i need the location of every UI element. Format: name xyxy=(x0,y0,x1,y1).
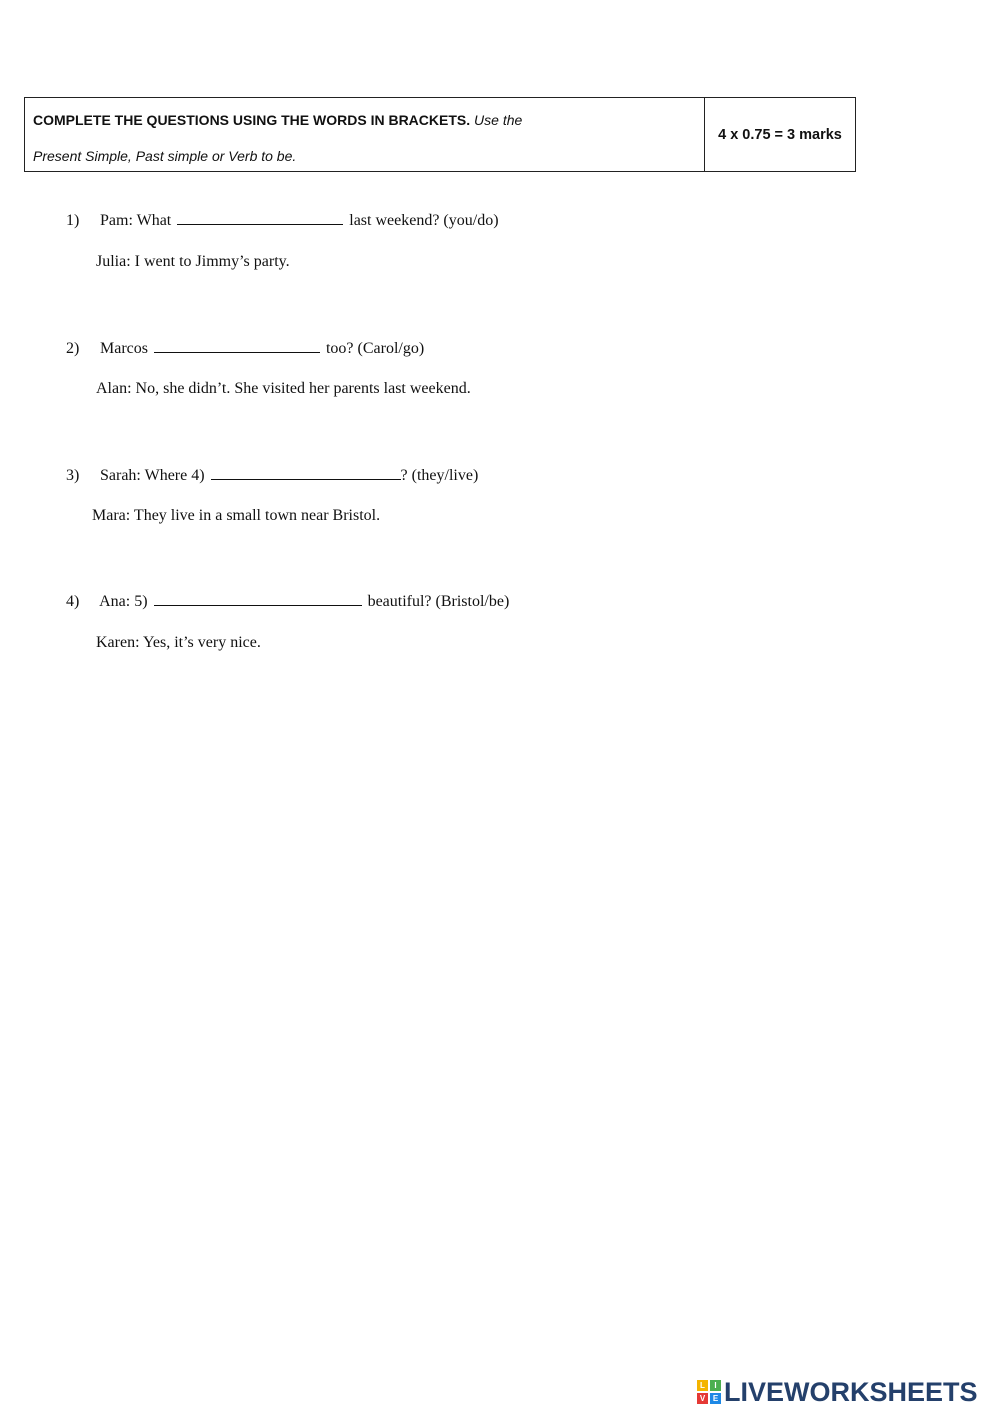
answer-line-1: Julia: I went to Jimmy’s party. xyxy=(96,253,290,270)
question-text-after: too? (Carol/go) xyxy=(325,340,425,357)
question-number: 3) xyxy=(66,467,80,484)
logo-mark-cell: V xyxy=(697,1393,708,1404)
question-text-after: last weekend? (you/do) xyxy=(349,212,499,229)
question-text-before: Marcos xyxy=(100,340,148,357)
question-text-before: Sarah: Where 4) xyxy=(100,467,205,484)
question-text-after: beautiful? (Bristol/be) xyxy=(367,593,510,610)
question-text-after: ? (they/live) xyxy=(400,467,479,484)
answer-blank-3[interactable] xyxy=(211,465,401,480)
logo-mark-cell: E xyxy=(710,1393,721,1404)
instruction-table xyxy=(24,97,856,172)
question-1 xyxy=(66,210,499,230)
question-4 xyxy=(66,591,509,611)
answer-line-4: Karen: Yes, it’s very nice. xyxy=(96,634,261,651)
question-number: 4) xyxy=(66,593,80,610)
answer-blank-1[interactable] xyxy=(177,210,343,225)
question-number: 1) xyxy=(66,212,80,229)
answer-line-3: Mara: They live in a small town near Bristol. xyxy=(92,507,381,524)
logo-mark-cell: I xyxy=(710,1380,721,1391)
logo-mark-icon xyxy=(697,1380,721,1404)
instruction-bold: COMPLETE THE QUESTIONS USING THE WORDS IN BRACKETS. xyxy=(33,112,471,128)
question-text-before: Ana: 5) xyxy=(99,593,148,610)
instruction-line-1 xyxy=(33,102,696,138)
question-3 xyxy=(66,465,478,485)
instruction-italic-2: Present Simple, Past simple or Verb to be. xyxy=(33,148,297,164)
question-number: 2) xyxy=(66,340,80,357)
logo-mark-cell: L xyxy=(697,1380,708,1391)
instruction-line-2 xyxy=(33,138,696,174)
liveworksheets-logo xyxy=(697,1378,978,1406)
instruction-italic-1: Use the xyxy=(474,112,523,128)
question-text-before: Pam: What xyxy=(100,212,172,229)
logo-text: LIVEWORKSHEETS xyxy=(724,1376,978,1407)
answer-blank-4[interactable] xyxy=(154,591,362,606)
answer-blank-2[interactable] xyxy=(154,338,320,353)
answer-line-2: Alan: No, she didn’t. She visited her parents last weekend. xyxy=(96,380,471,397)
marks-cell: 4 x 0.75 = 3 marks xyxy=(718,126,842,143)
instruction-cell xyxy=(25,98,705,171)
question-2 xyxy=(66,338,424,358)
